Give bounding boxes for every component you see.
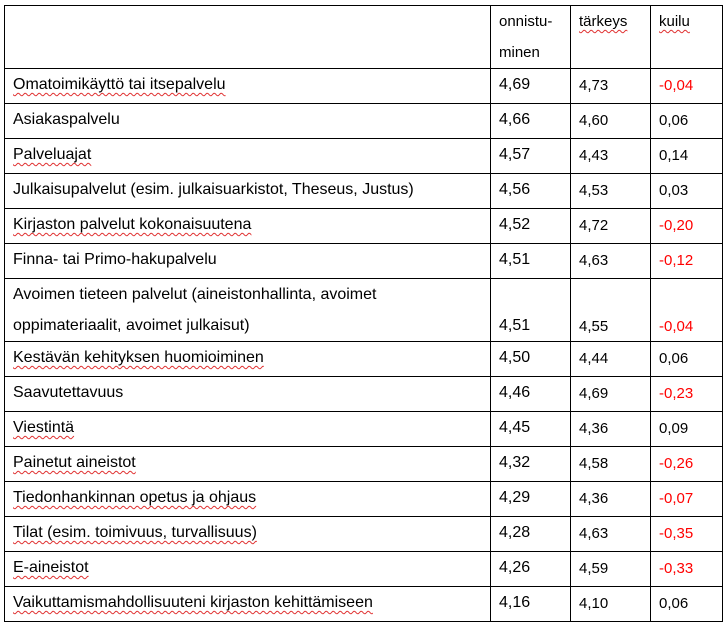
row-label-text: E-aineistot: [13, 559, 89, 576]
row-kuilu: -0,23: [651, 377, 723, 412]
table-row: [5, 279, 723, 342]
row-label: [5, 342, 491, 377]
header-tarkeys-text: tärkeys: [579, 13, 628, 30]
table-row: [5, 552, 723, 587]
header-onnistuminen-line1: onnistu-: [499, 13, 553, 30]
row-onnistuminen: 4,52: [491, 209, 571, 244]
row-onnistuminen: 4,45: [491, 412, 571, 447]
row-label: [5, 517, 491, 552]
row-kuilu: -0,33: [651, 552, 723, 587]
row-onnistuminen: 4,69: [491, 69, 571, 104]
row-kuilu: -0,04: [651, 279, 723, 342]
row-label: Asiakaspalvelu: [5, 104, 491, 139]
table-row: [5, 104, 723, 139]
row-tarkeys: 4,44: [571, 342, 651, 377]
header-kuilu-text: kuilu: [659, 13, 690, 30]
row-label: [5, 69, 491, 104]
row-label: [5, 139, 491, 174]
row-tarkeys: 4,59: [571, 552, 651, 587]
row-label: Finna- tai Primo-hakupalvelu: [5, 244, 491, 279]
row-kuilu: -0,26: [651, 447, 723, 482]
row-tarkeys: 4,73: [571, 69, 651, 104]
table-row: [5, 244, 723, 279]
row-onnistuminen: 4,29: [491, 482, 571, 517]
table-row: [5, 342, 723, 377]
row-tarkeys: 4,36: [571, 412, 651, 447]
row-label: [5, 209, 491, 244]
row-onnistuminen: 4,66: [491, 104, 571, 139]
row-tarkeys: 4,43: [571, 139, 651, 174]
row-tarkeys: 4,63: [571, 244, 651, 279]
row-kuilu: -0,07: [651, 482, 723, 517]
header-tarkeys: [571, 6, 651, 69]
row-tarkeys: 4,53: [571, 174, 651, 209]
table-row: [5, 69, 723, 104]
row-tarkeys: 4,36: [571, 482, 651, 517]
row-kuilu: -0,20: [651, 209, 723, 244]
row-kuilu: 0,09: [651, 412, 723, 447]
row-label: [5, 412, 491, 447]
row-onnistuminen: 4,50: [491, 342, 571, 377]
table-row: [5, 377, 723, 412]
row-onnistuminen: 4,56: [491, 174, 571, 209]
row-tarkeys: 4,69: [571, 377, 651, 412]
row-label: [5, 482, 491, 517]
row-onnistuminen: 4,57: [491, 139, 571, 174]
row-kuilu: -0,35: [651, 517, 723, 552]
row-tarkeys: 4,55: [571, 279, 651, 342]
row-kuilu: 0,06: [651, 104, 723, 139]
row-label: [5, 587, 491, 622]
row-onnistuminen: 4,51: [491, 244, 571, 279]
table-row: [5, 587, 723, 622]
row-kuilu: 0,14: [651, 139, 723, 174]
row-onnistuminen: 4,16: [491, 587, 571, 622]
row-tarkeys: 4,63: [571, 517, 651, 552]
header-empty: [5, 6, 491, 69]
table-row: [5, 139, 723, 174]
header-onnistuminen: [491, 6, 571, 69]
row-label: [5, 279, 491, 342]
row-label: Saavutettavuus: [5, 377, 491, 412]
row-label-line1: Avoimen tieteen palvelut (aineistonhallinta, avoimet: [13, 286, 377, 303]
row-label-text: Tiedonhankinnan opetus ja ohjaus: [13, 489, 257, 506]
table-row: [5, 447, 723, 482]
row-tarkeys: 4,72: [571, 209, 651, 244]
row-kuilu: 0,03: [651, 174, 723, 209]
row-label: [5, 552, 491, 587]
row-tarkeys: 4,60: [571, 104, 651, 139]
row-label: Julkaisupalvelut (esim. julkaisuarkistot, Theseus, Justus): [5, 174, 491, 209]
row-tarkeys: 4,58: [571, 447, 651, 482]
row-label-text: Palveluajat: [13, 146, 92, 163]
row-label: [5, 447, 491, 482]
table-row: [5, 482, 723, 517]
row-onnistuminen: 4,46: [491, 377, 571, 412]
table-row: [5, 209, 723, 244]
row-label-text: Painetut aineistot: [13, 454, 136, 471]
row-label-text: Vaikuttamismahdollisuuteni kirjaston kehittämiseen: [13, 594, 373, 611]
row-onnistuminen: 4,28: [491, 517, 571, 552]
row-kuilu: 0,06: [651, 587, 723, 622]
table-row: [5, 174, 723, 209]
row-label-line2: oppimateriaalit, avoimet julkaisut): [13, 317, 250, 334]
table-row: [5, 517, 723, 552]
row-label-text: Viestintä: [13, 419, 75, 436]
row-onnistuminen: 4,26: [491, 552, 571, 587]
row-label-text: Tilat (esim. toimivuus, turvallisuus): [13, 524, 257, 541]
row-onnistuminen: 4,32: [491, 447, 571, 482]
results-table: [4, 5, 723, 622]
table-row: [5, 412, 723, 447]
header-row: [5, 6, 723, 69]
header-kuilu: [651, 6, 723, 69]
row-label-text: Kirjaston palvelut kokonaisuutena: [13, 216, 252, 233]
row-kuilu: -0,12: [651, 244, 723, 279]
row-kuilu: -0,04: [651, 69, 723, 104]
row-tarkeys: 4,10: [571, 587, 651, 622]
header-onnistuminen-line2: minen: [499, 44, 540, 61]
row-onnistuminen: 4,51: [491, 279, 571, 342]
row-kuilu: 0,06: [651, 342, 723, 377]
row-label-text: Kestävän kehityksen huomioiminen: [13, 349, 264, 366]
row-label-text: Omatoimikäyttö tai itsepalvelu: [13, 76, 226, 93]
